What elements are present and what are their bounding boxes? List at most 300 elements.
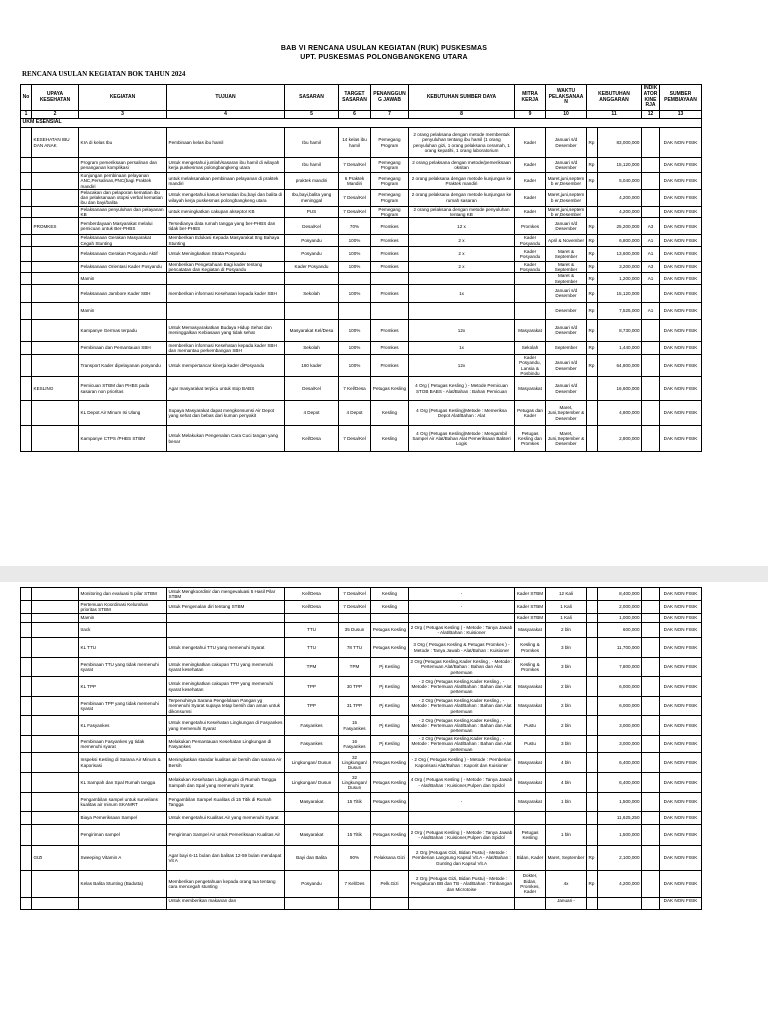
pj-cell: Petugas Kesling	[371, 753, 409, 773]
sumber-cell: 2 orang pelaksana dengan metode kunjungan ke Praktek mandiri	[409, 173, 515, 190]
col-number: 10	[546, 111, 587, 119]
sasaran-cell: Lingkungan/ Dusun	[285, 773, 339, 793]
sasaran-cell: Posyandu	[285, 246, 339, 261]
rp-cell	[587, 793, 598, 812]
sumber-cell: 4 Org (Petugas Kesling)Metode : Memeriksa Depot Alat/Bahan : Alat	[409, 401, 515, 426]
kegiatan-cell: Pertemuan Koordinasi Kelurahan prioritas STBM	[79, 601, 167, 614]
rp-cell: Rp	[587, 302, 598, 319]
table-row	[21, 736, 702, 753]
table-row	[21, 846, 702, 871]
indikator-cell	[642, 173, 660, 190]
col-header: MITRA KERJA	[515, 85, 546, 111]
pj-cell: Petugas Kesling	[371, 793, 409, 812]
sumber-cell: 2 orang pelaksana dengan metode/pemeriksaan oksitan	[409, 158, 515, 173]
target-cell: 100%	[339, 261, 371, 273]
mitra-cell: Masyarakat	[515, 377, 546, 401]
tujuan-cell	[167, 273, 285, 285]
sasaran-cell	[285, 302, 339, 319]
no-cell	[21, 898, 32, 910]
mitra-cell: Pustu	[515, 716, 546, 736]
pj-cell: Promkes	[371, 354, 409, 376]
anggaran-cell: 4,200,000	[598, 871, 642, 898]
sasaran-cell	[285, 614, 339, 623]
sasaran-cell	[285, 898, 339, 910]
pj-cell: Promkes	[371, 284, 409, 302]
indikator-cell	[642, 753, 660, 773]
pembiayaan-cell: DAK NON FISIK	[660, 261, 702, 273]
anggaran-cell: 4,200,000	[598, 189, 642, 206]
upaya-cell	[32, 773, 79, 793]
target-cell: 15 Fasyankes	[339, 716, 371, 736]
anggaran-cell: 1,500,000	[598, 825, 642, 846]
sasaran-cell: TTU	[285, 638, 339, 658]
mitra-cell: Kader Posyandu, Lansia & Posbindu	[515, 354, 546, 376]
sasaran-cell: praktek mandiri	[285, 173, 339, 190]
pj-cell	[371, 898, 409, 910]
sumber-cell: -	[409, 588, 515, 601]
target-cell: 7 Desa/Kel	[339, 206, 371, 218]
rp-cell: Rp	[587, 354, 598, 376]
target-cell: 35 Dusun	[339, 623, 371, 638]
anggaran-cell: 83,000,000	[598, 128, 642, 158]
no-cell	[21, 623, 32, 638]
waktu-cell: 2 bln	[546, 697, 587, 716]
sumber-cell: 2 Org (Petugas Kesling,Kader Kesling , - Metode : Pertemuan Alat/Bahan : Bahan dan Alat pertemuan	[409, 658, 515, 677]
pembiayaan-cell: DAK NON FISIK	[660, 354, 702, 376]
mitra-cell	[515, 898, 546, 910]
col-header: WAKTU PELAKSANAAN	[546, 85, 587, 111]
waktu-cell: Januari s/d Desember	[546, 284, 587, 302]
tujuan-cell: Pengambilan Sampel Kualitas di 15 Titik di Rumah Tangga	[167, 793, 285, 812]
anggaran-cell: 11,625,250	[598, 812, 642, 825]
kegiatan-cell: Pelaksanaan Gerakan Masyarakat Cegah Stunting	[79, 235, 167, 247]
anggaran-cell: 64,800,000	[598, 354, 642, 376]
pembiayaan-cell: DAK NON FISIK	[660, 319, 702, 341]
sasaran-cell: TPP	[285, 697, 339, 716]
sumber-cell: 2 x	[409, 246, 515, 261]
mitra-cell: Bidan, Kader	[515, 846, 546, 871]
sumber-cell: 2 Org ( Petugas Kesling ) - Metode : Tanya Jawab - Alat/Bahan : Kuisioner	[409, 623, 515, 638]
table-row	[21, 354, 702, 376]
tujuan-cell: untuk meningkatkan cakupan akseptor KB	[167, 206, 285, 218]
target-cell: 100%	[339, 284, 371, 302]
upaya-cell	[32, 793, 79, 812]
upaya-cell: PROMKES	[32, 218, 79, 235]
waktu-cell: Maret & September	[546, 273, 587, 285]
rp-cell: Rp	[587, 246, 598, 261]
sumber-cell	[409, 302, 515, 319]
tujuan-cell: Untuk meningkatkan cakupan TTU yang memenuhi syarat kesehatan	[167, 658, 285, 677]
pembiayaan-cell: DAK NON FISIK	[660, 638, 702, 658]
upaya-cell	[32, 302, 79, 319]
sasaran-cell: Fasyankes	[285, 716, 339, 736]
pj-cell: Pemegang Program	[371, 189, 409, 206]
col-number: 5	[285, 111, 339, 119]
col-number: 8	[409, 111, 515, 119]
sumber-cell: -	[409, 601, 515, 614]
kegiatan-cell: Pelaksanaan Orientasi Kader Posyandu	[79, 261, 167, 273]
waktu-cell: Januari s/d Desember	[546, 354, 587, 376]
target-cell: 7 Desa/Kel	[339, 158, 371, 173]
ruk-table-page-2	[20, 587, 702, 910]
anggaran-cell: 13,600,000	[598, 246, 642, 261]
indikator-cell	[642, 354, 660, 376]
indikator-cell	[642, 319, 660, 341]
pj-cell: Promkes	[371, 261, 409, 273]
pembiayaan-cell: DAK NON FISIK	[660, 218, 702, 235]
table-row	[21, 426, 702, 452]
anggaran-cell: 1,200,000	[598, 273, 642, 285]
pembiayaan-cell: DAK NON FISIK	[660, 773, 702, 793]
waktu-cell: Januari s/d Desember	[546, 218, 587, 235]
upaya-cell	[32, 246, 79, 261]
kegiatan-cell: Sweeping Vitamin A	[79, 846, 167, 871]
anggaran-cell: 15,120,000	[598, 158, 642, 173]
rp-cell: Rp	[587, 235, 598, 247]
tujuan-cell: Memberikan Edukasi Kepada Masyarakat ttng Bahaya Stunting	[167, 235, 285, 247]
target-cell: 7 Desa/Kel	[339, 601, 371, 614]
indikator-cell	[642, 658, 660, 677]
tujuan-cell: Supaya Masyarakat dapat mengkonsumsi Air Depot yang sehat dan bebas dari kuman penyakit	[167, 401, 285, 426]
no-cell	[21, 401, 32, 426]
waktu-cell: 4 bln	[546, 773, 587, 793]
table-row	[21, 623, 702, 638]
upaya-cell	[32, 658, 79, 677]
rp-cell: Rp	[587, 173, 598, 190]
table-row	[21, 716, 702, 736]
waktu-cell: Januari s/d Desember	[546, 319, 587, 341]
anggaran-cell: 1,000,000	[598, 614, 642, 623]
upaya-cell	[32, 401, 79, 426]
col-number: 3	[79, 111, 167, 119]
sasaran-cell: Masyarakat	[285, 793, 339, 812]
anggaran-cell: 6,000,000	[598, 677, 642, 697]
upaya-cell	[32, 623, 79, 638]
mitra-cell	[515, 284, 546, 302]
waktu-cell: Maret, Juni,September & Desember	[546, 401, 587, 426]
page-separator	[0, 566, 768, 582]
table-row	[21, 189, 702, 206]
rp-cell	[587, 189, 598, 206]
rp-cell	[587, 677, 598, 697]
upaya-cell	[32, 284, 79, 302]
anggaran-cell: 3,200,000	[598, 261, 642, 273]
target-cell: 6 Praktek Mandiri	[339, 173, 371, 190]
target-cell: TPM	[339, 658, 371, 677]
no-cell	[21, 871, 32, 898]
target-cell: 100%	[339, 246, 371, 261]
rp-cell	[587, 426, 598, 452]
sasaran-cell: TPM	[285, 658, 339, 677]
pj-cell: Pj Kesling	[371, 658, 409, 677]
col-number: 9	[515, 111, 546, 119]
sasaran-cell: Posyandu	[285, 871, 339, 898]
table-row	[21, 401, 702, 426]
upaya-cell	[32, 319, 79, 341]
indikator-cell	[642, 898, 660, 910]
sasaran-cell: Ibu hamil	[285, 128, 339, 158]
no-cell	[21, 846, 32, 871]
kegiatan-cell: Inspeksi Kesling di Sarana Air Minum & Kaporisasi	[79, 753, 167, 773]
sumber-cell: 3 Org ( Petugas Kesling & Petugas Promkes ) - Metode : Tanya Jawab - Alat/Bahan : Kuisioner	[409, 638, 515, 658]
pembiayaan-cell: DAK NON FISIK	[660, 158, 702, 173]
kegiatan-cell: KL Fasyankes	[79, 716, 167, 736]
mitra-cell: Masyarakat	[515, 319, 546, 341]
sumber-cell: 4 Org (Petugas Kesling)Metode : Mengambil Sampel Air Alat/Bahan Alat Pemeriksaan Bakteri Logis	[409, 426, 515, 452]
waktu-cell: 1 Kali	[546, 601, 587, 614]
indikator-cell: A1	[642, 302, 660, 319]
indikator-cell	[642, 601, 660, 614]
no-cell	[21, 302, 32, 319]
ruk-table-page-1	[20, 84, 702, 452]
sumber-cell: 1x	[409, 341, 515, 354]
sumber-cell: - 2 Org (Petugas Kesling,Kader Kesling , - Metode : Pertemuan Alat/Bahan : Bahan dan Alat pertemuan	[409, 716, 515, 736]
table-row	[21, 793, 702, 812]
indikator-cell	[642, 426, 660, 452]
waktu-cell: Maret & September	[546, 261, 587, 273]
pembiayaan-cell: DAK NON FISIK	[660, 697, 702, 716]
indikator-cell: A3	[642, 218, 660, 235]
table-row	[21, 697, 702, 716]
tujuan-cell: Terpenuhinya Sarana Pengelolaan Pangan yg memenuhi Syarat supaya tetap bersih dan aman untuk dikonsumsi	[167, 697, 285, 716]
anggaran-cell: 3,000,000	[598, 716, 642, 736]
upaya-cell	[32, 426, 79, 452]
upaya-cell	[32, 206, 79, 218]
kegiatan-cell: Pengambilan sampel untuk surveilans kualitas air minum SKAMRT	[79, 793, 167, 812]
pj-cell: Pj Kesling	[371, 736, 409, 753]
waktu-cell: Maret, Juni,September & Desember	[546, 426, 587, 452]
anggaran-cell: 6,400,000	[598, 753, 642, 773]
table-row	[21, 319, 702, 341]
target-cell: 100%	[339, 235, 371, 247]
rp-cell	[587, 601, 598, 614]
sumber-cell: 2 Org (Petugas Gizi, Bidan Pustu) - Metode : Pemberian Langsung Kapsul Vit.A - Alat/Bahan : Gunting dan Kapsul Vit.A	[409, 846, 515, 871]
pembiayaan-cell: DAK NON FISIK	[660, 753, 702, 773]
indikator-cell: A1	[642, 235, 660, 247]
indikator-cell	[642, 377, 660, 401]
no-cell	[21, 341, 32, 354]
sasaran-cell	[285, 812, 339, 825]
anggaran-cell: 25,200,000	[598, 218, 642, 235]
tujuan-cell: Untuk mengetahui TTU yang memenuhi Syarat	[167, 638, 285, 658]
rp-cell	[587, 753, 598, 773]
mitra-cell: Masyarakat	[515, 677, 546, 697]
tujuan-cell	[167, 614, 285, 623]
pembiayaan-cell: DAK NON FISIK	[660, 614, 702, 623]
upaya-cell	[32, 614, 79, 623]
table-row	[21, 302, 702, 319]
indikator-cell	[642, 697, 660, 716]
table-row	[21, 825, 702, 846]
col-number: 11	[587, 111, 642, 119]
sumber-cell: - 2 Org (Petugas Kesling,Kader Kesling , - Metode : Pertemuan Alat/Bahan : Bahan dan Alat pertemuan	[409, 736, 515, 753]
table-row	[21, 273, 702, 285]
anggaran-cell: 2,100,000	[598, 846, 642, 871]
table-row	[21, 773, 702, 793]
pembiayaan-cell: DAK NON FISIK	[660, 246, 702, 261]
upaya-cell: KESEHATAN IBU DAN ANAK	[32, 128, 79, 158]
upaya-cell	[32, 736, 79, 753]
mitra-cell: Kader	[515, 206, 546, 218]
rp-cell	[587, 638, 598, 658]
sumber-cell: 12 x	[409, 218, 515, 235]
rp-cell	[587, 401, 598, 426]
upaya-cell	[32, 825, 79, 846]
pembiayaan-cell: DAK NON FISIK	[660, 793, 702, 812]
sasaran-cell: Posyandu	[285, 235, 339, 247]
sumber-cell: 2 Org (Petugas Gizi, Bidan Pustu) - Metode : Pengukuran BB dan TB - Alat/Bahan : Timbangan dan Microtoise	[409, 871, 515, 898]
upaya-cell	[32, 677, 79, 697]
kegiatan-cell: Pelaksanaan Jambore Kader SBH	[79, 284, 167, 302]
table-row	[21, 377, 702, 401]
mitra-cell: Masyarakat	[515, 793, 546, 812]
target-cell: 100%	[339, 341, 371, 354]
anggaran-cell: 6,400,000	[598, 773, 642, 793]
sumber-cell	[409, 898, 515, 910]
waktu-cell: 4x	[546, 871, 587, 898]
kegiatan-cell: KL TTU	[79, 638, 167, 658]
waktu-cell: Maret,juni,septemb er,Desember	[546, 189, 587, 206]
upaya-cell: GIZI	[32, 846, 79, 871]
no-cell	[21, 354, 32, 376]
no-cell	[21, 601, 32, 614]
sumber-cell: 2 orang pelaksana dengan metode kunjungan ke rumah sasaran	[409, 189, 515, 206]
pembiayaan-cell: DAK NON FISIK	[660, 377, 702, 401]
no-cell	[21, 284, 32, 302]
kegiatan-cell: Mamin	[79, 273, 167, 285]
kegiatan-cell: Monitoring dan evaluasi 5 pilar STBM	[79, 588, 167, 601]
kegiatan-cell: Mamin	[79, 302, 167, 319]
anggaran-cell: 600,000	[598, 623, 642, 638]
sasaran-cell: Ibu hamil	[285, 158, 339, 173]
no-cell	[21, 753, 32, 773]
mitra-cell	[515, 273, 546, 285]
rp-cell	[587, 658, 598, 677]
mitra-cell: Kesling & Promkes	[515, 638, 546, 658]
kegiatan-cell: KL TPP	[79, 677, 167, 697]
no-cell	[21, 677, 32, 697]
waktu-cell: 1 Kali	[546, 614, 587, 623]
sasaran-cell: TPP	[285, 677, 339, 697]
upaya-cell	[32, 601, 79, 614]
no-cell	[21, 658, 32, 677]
indikator-cell	[642, 341, 660, 354]
table-row	[21, 341, 702, 354]
tujuan-cell: Untuk mempertancar kinerja kader diPosyandu	[167, 354, 285, 376]
anggaran-cell: 6,000,000	[598, 697, 642, 716]
pj-cell: Pj Kesling	[371, 716, 409, 736]
col-header: SUMBER PEMBIAYAAN	[660, 85, 702, 111]
no-cell	[21, 273, 32, 285]
anggaran-cell: 1,500,000	[598, 793, 642, 812]
waktu-cell: 1 bln	[546, 793, 587, 812]
rp-cell	[587, 825, 598, 846]
mitra-cell: Kesling & Promkes	[515, 658, 546, 677]
pembiayaan-cell: DAK NON FISIK	[660, 677, 702, 697]
mitra-cell	[515, 812, 546, 825]
indikator-cell	[642, 846, 660, 871]
tujuan-cell: Untuk meningkatkan cakupan TPP yang memenuhi syarat kesehatan	[167, 677, 285, 697]
kegiatan-cell: Pelacakan dan pelaporan kematian ibu dan pelaksanaan otopsi verbal kematian ibu dan bayi/balita	[79, 189, 167, 206]
anggaran-cell: 3,000,000	[598, 736, 642, 753]
indikator-cell	[642, 638, 660, 658]
waktu-cell: Januari s/d Desember	[546, 377, 587, 401]
anggaran-cell: 8,730,000	[598, 319, 642, 341]
target-cell: 70%	[339, 218, 371, 235]
table-row	[21, 614, 702, 623]
target-cell	[339, 898, 371, 910]
target-cell: 7 Kel/Des	[339, 871, 371, 898]
target-cell: 90%	[339, 846, 371, 871]
table-row	[21, 812, 702, 825]
pembiayaan-cell: DAK NON FISIK	[660, 601, 702, 614]
rp-cell	[587, 736, 598, 753]
indikator-cell	[642, 793, 660, 812]
mitra-cell: Masyarakat	[515, 623, 546, 638]
waktu-cell: Maret,juni,septemb er,Desember	[546, 173, 587, 190]
rp-cell	[587, 716, 598, 736]
target-cell	[339, 614, 371, 623]
table-row	[21, 284, 702, 302]
table-body-page-2	[21, 588, 702, 910]
anggaran-cell: 6,800,000	[598, 235, 642, 247]
no-cell	[21, 319, 32, 341]
tujuan-cell: Untuk Mengkoordinir dan mengevaluasi 5 Hasil Pilar STBM	[167, 588, 285, 601]
mitra-cell: Petugas dan Kader	[515, 401, 546, 426]
no-cell	[21, 812, 32, 825]
upaya-cell: KESLING	[32, 377, 79, 401]
upaya-cell	[32, 898, 79, 910]
no-cell	[21, 793, 32, 812]
tujuan-cell: Untuk mengetahui Kualitas Air yang memenuhi Syarat	[167, 812, 285, 825]
waktu-cell: Januari s/d Desember	[546, 158, 587, 173]
upaya-cell	[32, 588, 79, 601]
page-2	[0, 582, 768, 1024]
pembiayaan-cell: DAK NON FISIK	[660, 588, 702, 601]
rp-cell	[587, 812, 598, 825]
upaya-cell	[32, 261, 79, 273]
rp-cell: Rp	[587, 273, 598, 285]
no-cell	[21, 588, 32, 601]
anggaran-cell: 2,000,000	[598, 601, 642, 614]
anggaran-cell: 16,600,000	[598, 377, 642, 401]
table-row	[21, 588, 702, 601]
no-cell	[21, 377, 32, 401]
mitra-cell: Masyarakat	[515, 697, 546, 716]
kegiatan-cell: Kampanye CTPS /PHBS STBM	[79, 426, 167, 452]
mitra-cell: Kader	[515, 173, 546, 190]
pembiayaan-cell: DAK NON FISIK	[660, 736, 702, 753]
pj-cell: Promkes	[371, 319, 409, 341]
upaya-cell	[32, 716, 79, 736]
kegiatan-cell: Kampanye Germas terpadu	[79, 319, 167, 341]
target-cell	[339, 273, 371, 285]
waktu-cell: Maret & September	[546, 246, 587, 261]
tujuan-cell: Melakukan Pemantauan Kesehatan Lingkungan di Fasyankes	[167, 736, 285, 753]
kegiatan-cell: Pembinaan dan Pemantauan SBH	[79, 341, 167, 354]
col-number: 6	[339, 111, 371, 119]
tujuan-cell: memberikan informasi Kesehatan kepada kader SBH dan memantau perkembangan SBH	[167, 341, 285, 354]
waktu-cell: Desember	[546, 302, 587, 319]
anggaran-cell: 4,200,000	[598, 206, 642, 218]
sumber-cell: 2 orang pelaksana dengan metode membentuk penyuluhan tentang ibu hamil (1 orang penyuluhan gizi, 1 orang pelaksana ceramah, 1 orang kepatihi, 1 orang laboratorium	[409, 128, 515, 158]
target-cell: 7 Desa/Kel	[339, 426, 371, 452]
target-cell: 78 TTU	[339, 638, 371, 658]
waktu-cell: 3 bln	[546, 658, 587, 677]
indikator-cell	[642, 189, 660, 206]
upaya-cell	[32, 638, 79, 658]
kegiatan-cell: Pelaksanaan Gerakan Posyandu Aktif	[79, 246, 167, 261]
